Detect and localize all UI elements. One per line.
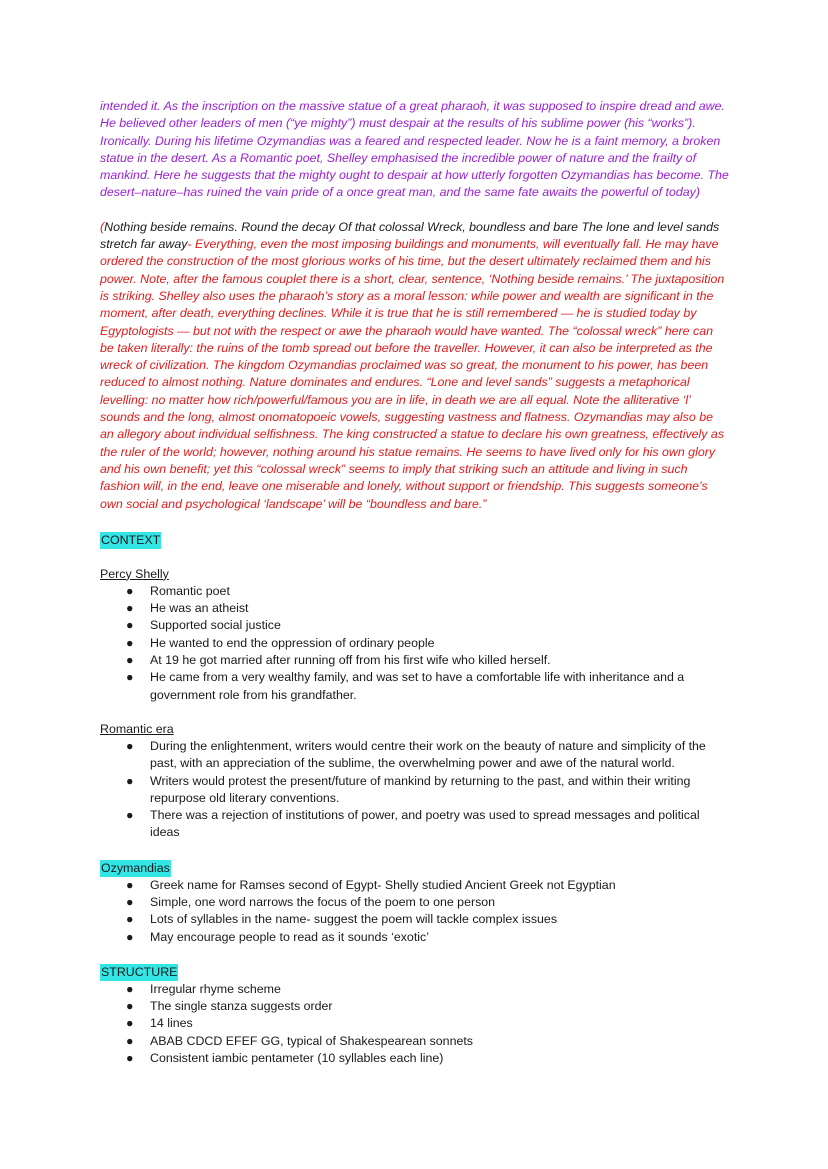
list-item-text: Lots of syllables in the name- suggest the poem will tackle complex issues [150, 912, 558, 927]
context-heading-label: CONTEXT [101, 532, 161, 547]
structure-list [100, 981, 730, 1067]
spacer [100, 842, 730, 859]
list-item [100, 1050, 730, 1067]
list-item-text: Simple, one word narrows the focus of the poem to one person [150, 894, 496, 909]
quote-analysis: - Everything, even the most imposing buildings and monuments, will eventually fall. He may have ordered the construction of the most glorious works of his time, but the desert ultimately reclaimed them and his power. Note, after the famous couplet there is a short, clear, sentence, ‘Nothing beside remains.’ The juxtaposition is striking. Shelley also uses the pharaoh’s story as a moral lesson: while power and wealth are significant in the moment, after death, everything declines. While it is true that he is still remembered — he is studied today by Egyptologists — but not with the respect or awe the pharaoh would have wanted. The “colossal wreck” here can be taken literally: the ruins of the tomb spread out before the traveller. However, it can also be interpreted as the wreck of civilization. The kingdom Ozymandias proclaimed was so great, the monument to his power, has been reduced to almost nothing. Nature dominates and endures. “Lone and level sands” suggests a metaphorical levelling: no matter how rich/powerful/famous you are in life, in death we are all equal. Note the alliterative ‘l’ sounds and the long, almost onomatopoeic vowels, suggesting vastness and flatness. Ozymandias may also be an allegory about individual selfishness. The king constructed a statue to declare his own greatness, effectively as the ruler of the world; however, nothing around his statue remains. He seems to have lived only for his own glory and his own benefit; yet this “colossal wreck” seems to imply that striking such an attitude and living in such fashion will, in the end, leave one miserable and lonely, without support or friendship. This suggests someone’s own social and psychological ‘landscape’ will be “boundless and bare.” [100, 237, 725, 511]
bullet-icon: ● [126, 1033, 134, 1048]
bullet-icon: ● [126, 894, 134, 909]
bullet-icon: ● [126, 635, 134, 650]
list-item [100, 894, 730, 911]
list-item-text: ABAB CDCD EFEF GG, typical of Shakespearean sonnets [150, 1033, 473, 1048]
spacer [100, 704, 730, 721]
section-structure [100, 963, 730, 1067]
bullet-icon: ● [126, 738, 134, 753]
bullet-icon: ● [126, 653, 134, 668]
list-item [100, 583, 730, 600]
structure-heading-label: STRUCTURE [101, 964, 178, 979]
list-item [100, 773, 730, 808]
list-item [100, 1015, 730, 1032]
bullet-icon: ● [126, 929, 134, 944]
section-heading-shelly: Percy Shelly [100, 566, 169, 581]
ozymandias-list [100, 877, 730, 946]
list-item-text: He came from a very wealthy family, and was set to have a comfortable life with inheritance and a government role from his grandfather. [150, 670, 685, 702]
list-item [100, 669, 730, 704]
section-percy-shelly [100, 566, 730, 704]
list-item-text: Irregular rhyme scheme [150, 981, 281, 996]
bullet-icon: ● [126, 670, 134, 685]
context-heading [100, 531, 730, 549]
list-item-text: 14 lines [150, 1016, 193, 1031]
section-ozymandias [100, 859, 730, 946]
spacer [100, 202, 730, 219]
list-item-text: Romantic poet [150, 583, 230, 598]
bullet-icon: ● [126, 981, 134, 996]
ozymandias-heading [100, 859, 730, 877]
list-item [100, 738, 730, 773]
list-item-text: May encourage people to read as it sounds ‘exotic’ [150, 929, 429, 944]
bullet-icon: ● [126, 618, 134, 633]
list-item-text: Consistent iambic pentameter (10 syllables each line) [150, 1051, 444, 1066]
list-item [100, 807, 730, 842]
list-item [100, 929, 730, 946]
bullet-icon: ● [126, 601, 134, 616]
ozymandias-heading-label: Ozymandias [101, 860, 170, 875]
list-item-text: Supported social justice [150, 618, 281, 633]
list-item [100, 911, 730, 928]
shelly-list [100, 583, 730, 704]
list-item-text: During the enlightenment, writers would centre their work on the beauty of nature and simplicity of the past, with an appreciation of the sublime, the overwhelming power and awe of the natural world. [150, 738, 706, 771]
list-item [100, 600, 730, 617]
section-heading-romantic: Romantic era [100, 721, 174, 736]
list-item-text: Writers would protest the present/future of mankind by returning to the past, and within their writing repurpose old literary conventions. [150, 773, 691, 805]
bullet-icon: ● [126, 1016, 134, 1031]
quote-analysis-paragraph [100, 219, 730, 513]
spacer [100, 549, 730, 566]
list-item-text: He was an atheist [150, 601, 249, 616]
spacer [100, 513, 730, 531]
list-item [100, 981, 730, 998]
spacer [100, 946, 730, 963]
bullet-icon: ● [126, 912, 134, 927]
romantic-list [100, 738, 730, 842]
bullet-icon: ● [126, 583, 134, 598]
list-item [100, 617, 730, 634]
list-item-text: Greek name for Ramses second of Egypt- Shelly studied Ancient Greek not Egyptian [150, 877, 616, 892]
list-item [100, 998, 730, 1015]
bullet-icon: ● [126, 999, 134, 1014]
bullet-icon: ● [126, 877, 134, 892]
document-page [100, 98, 730, 1067]
list-item-text: He wanted to end the oppression of ordinary people [150, 635, 435, 650]
intro-paragraph: intended it. As the inscription on the massive statue of a great pharaoh, it was supposed to inspire dread and awe. He believed other leaders of men (“ye mighty”) must despair at the results of his sublime power (his “works”). Ironically. During his lifetime Ozymandias was a feared and respected leader. Now he is a faint memory, a broken statue in the desert. As a Romantic poet, Shelley emphasised the incredible power of nature and the frailty of mankind. Here he suggests that the mighty ought to despair at how utterly forgotten Ozymandias has become. The desert–nature–has ruined the vain pride of a once great man, and the same fate awaits the powerful of today) [100, 99, 729, 200]
list-item [100, 877, 730, 894]
list-item [100, 652, 730, 669]
list-item [100, 635, 730, 652]
list-item-text: At 19 he got married after running off from his first wife who killed herself. [150, 653, 551, 668]
list-item-text: The single stanza suggests order [150, 999, 333, 1014]
list-item [100, 1033, 730, 1050]
structure-heading [100, 963, 730, 981]
bullet-icon: ● [126, 773, 134, 788]
section-romantic-era [100, 721, 730, 842]
quote-open-paren: ( [100, 219, 105, 234]
bullet-icon: ● [126, 1051, 134, 1066]
list-item-text: There was a rejection of institutions of power, and poetry was used to spread messages and political ideas [150, 808, 700, 840]
bullet-icon: ● [126, 808, 134, 823]
poem-quote: Nothing beside remains. Round the decay Of that colossal Wreck, boundless and bare The lone and level sands stretch far away [100, 219, 720, 252]
